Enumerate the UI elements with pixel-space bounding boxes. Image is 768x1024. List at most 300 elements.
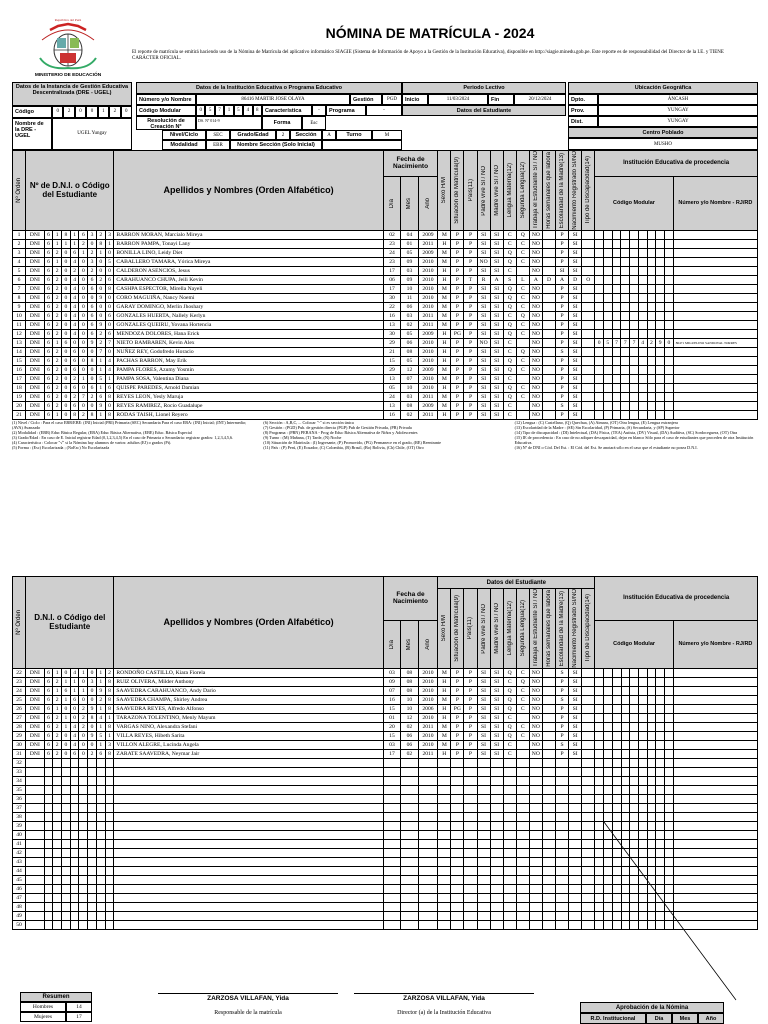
table-cell (401, 857, 418, 866)
col-student-11 (582, 151, 595, 231)
table-cell (114, 866, 383, 875)
table-cell (582, 857, 595, 866)
dni-digit: 1 (79, 248, 88, 257)
student-attr: P (451, 230, 464, 239)
student-attr: SI (490, 257, 503, 266)
dni-digit: 1 (53, 410, 62, 419)
table-cell (630, 911, 639, 920)
dni-digit: 2 (53, 248, 62, 257)
student-attr: P (451, 356, 464, 365)
student-attr: Q (503, 284, 516, 293)
table-cell (638, 902, 647, 911)
dni-digit: 0 (79, 401, 88, 410)
table-cell (438, 767, 451, 776)
row-number: 4 (13, 257, 26, 266)
table-cell (656, 830, 665, 839)
table-cell (451, 821, 464, 830)
table-cell (516, 830, 529, 839)
table-cell (503, 776, 516, 785)
row-number: 38 (13, 812, 26, 821)
proc-codmod-digit (647, 248, 656, 257)
table-cell (477, 794, 490, 803)
proc-codmod-digit (595, 365, 604, 374)
table-cell (464, 848, 477, 857)
table-cell (612, 893, 621, 902)
table-row (13, 794, 758, 803)
table-cell (418, 776, 438, 785)
proc-codmod-digit (630, 248, 639, 257)
table-cell (438, 803, 451, 812)
doc-type: DNI (26, 686, 45, 695)
table-cell (542, 821, 555, 830)
dni-digit: 9 (96, 686, 105, 695)
proc-codmod-digit (604, 704, 613, 713)
proc-codmod-digit (656, 713, 665, 722)
student-attr: NO (529, 257, 542, 266)
birth-year: 2010 (418, 668, 438, 677)
table-cell (383, 812, 400, 821)
page-title: NÓMINA DE MATRÍCULA - 2024 (325, 25, 535, 41)
student-attr: P (556, 311, 569, 320)
student-name: NUÑEZ REY, Godofredo Horacio (114, 347, 383, 356)
table-cell (569, 875, 582, 884)
student-attr (582, 239, 595, 248)
table-cell (555, 767, 568, 776)
proc-codmod-digit (612, 686, 621, 695)
col-fecha (383, 577, 438, 621)
row-number: 15 (13, 356, 26, 365)
birth-month: 04 (401, 230, 418, 239)
table-cell (401, 785, 418, 794)
table-cell (96, 920, 105, 929)
col-estudiante-label: Datos del Estudiante (486, 579, 546, 586)
student-attr: C (503, 374, 516, 383)
dni-digit: 2 (79, 713, 88, 722)
table-cell (438, 758, 451, 767)
dni-digit: 0 (70, 338, 79, 347)
proc-codmod-digit (630, 239, 639, 248)
table-cell (582, 893, 595, 902)
birth-month: 12 (401, 713, 418, 722)
table-cell (542, 911, 555, 920)
table-cell (44, 794, 53, 803)
student-attr (542, 320, 555, 329)
student-attr: P (556, 365, 569, 374)
row-number: 49 (13, 911, 26, 920)
table-cell (26, 902, 45, 911)
table-cell (555, 785, 568, 794)
table-cell (383, 848, 400, 857)
digit-cell: 0 (86, 106, 97, 118)
row-number: 20 (13, 401, 26, 410)
student-attr: C (516, 356, 529, 365)
table-row (13, 686, 758, 695)
table-cell (595, 902, 604, 911)
signature-director (354, 992, 534, 1016)
student-attr: P (451, 410, 464, 419)
student-attr: Q (503, 704, 516, 713)
proc-codmod-digit (604, 677, 613, 686)
table-cell (595, 911, 604, 920)
table-cell (44, 758, 53, 767)
student-name: PAMPA SOSA, Valentina Diana (114, 374, 383, 383)
table-cell (673, 803, 757, 812)
table-cell (26, 776, 45, 785)
table-cell (79, 884, 88, 893)
student-attr: SI (569, 704, 582, 713)
table-cell (438, 794, 451, 803)
student-attr: P (464, 338, 477, 347)
table-cell (105, 821, 114, 830)
table-cell (26, 830, 45, 839)
student-attr: S (556, 401, 569, 410)
table-cell (638, 767, 647, 776)
row-number: 19 (13, 392, 26, 401)
proc-codmod-digit (638, 401, 647, 410)
table-cell (656, 839, 665, 848)
table-cell (595, 758, 604, 767)
row-number: 31 (13, 749, 26, 758)
student-attr (542, 722, 555, 731)
student-attr: P (464, 356, 477, 365)
proc-codmod-digit: 9 (656, 338, 665, 347)
student-attr (582, 731, 595, 740)
birth-day: 03 (383, 668, 400, 677)
birth-day: 24 (383, 392, 400, 401)
proc-codmod-digit: 7 (612, 338, 621, 347)
table-cell (438, 812, 451, 821)
student-attr: A (556, 275, 569, 284)
table-cell (569, 866, 582, 875)
table-cell (490, 893, 503, 902)
table-cell (438, 866, 451, 875)
student-attr (542, 695, 555, 704)
student-attr: SI (490, 695, 503, 704)
proc-codmod-digit (656, 329, 665, 338)
table-cell (451, 785, 464, 794)
table-cell (656, 758, 665, 767)
student-attr: C (516, 695, 529, 704)
dni-digit: 5 (96, 731, 105, 740)
table-cell (490, 821, 503, 830)
table-cell (464, 839, 477, 848)
table-cell (451, 857, 464, 866)
proc-codmod-digit (603, 239, 612, 248)
proc-codmod-digit (621, 686, 630, 695)
dni-digit: 2 (53, 356, 62, 365)
table-cell (490, 902, 503, 911)
dni-digit: 0 (88, 374, 97, 383)
student-attr: SI (490, 302, 503, 311)
birth-year: 2009 (418, 230, 438, 239)
birth-day: 29 (383, 365, 400, 374)
table-cell (70, 884, 79, 893)
student-attr: P (451, 695, 464, 704)
table-cell (418, 758, 438, 767)
birth-year: 2010 (418, 713, 438, 722)
dni-digit: 1 (70, 677, 79, 686)
table-cell (673, 893, 757, 902)
dni-digit: 0 (62, 374, 71, 383)
student-attr: P (451, 749, 464, 758)
table-cell (26, 767, 45, 776)
dni-digit: 9 (96, 293, 105, 302)
proc-codmod-digit (630, 686, 639, 695)
col-student-6-label: Segunda Lengua(12) (519, 162, 526, 219)
table-cell (70, 785, 79, 794)
signer1-name: ZARZOSA VILLAFAN, Yida (207, 995, 289, 1002)
student-attr: P (464, 293, 477, 302)
doc-type: DNI (26, 329, 45, 338)
proc-name (673, 677, 757, 686)
student-attr: SI (477, 401, 490, 410)
dni-digit: 5 (96, 374, 105, 383)
col-anio (418, 620, 438, 668)
birth-day: 15 (383, 356, 400, 365)
dni-digit: 2 (53, 293, 62, 302)
table-cell (647, 767, 656, 776)
row-number: 29 (13, 731, 26, 740)
table-cell (516, 920, 529, 929)
student-attr: P (451, 239, 464, 248)
proc-codmod-digit (638, 248, 647, 257)
table-cell (673, 785, 757, 794)
table-cell (595, 794, 604, 803)
student-attr: Q (503, 383, 516, 392)
student-attr: SI (569, 383, 582, 392)
dni-digit: 2 (53, 347, 62, 356)
table-cell (53, 830, 62, 839)
table-cell (53, 866, 62, 875)
table-cell (490, 875, 503, 884)
proc-codmod-digit (656, 356, 665, 365)
table-cell (621, 902, 630, 911)
table-cell (621, 911, 630, 920)
table-cell (542, 866, 555, 875)
student-attr: Q (503, 695, 516, 704)
proc-codmod-digit (665, 239, 674, 248)
student-attr (542, 239, 555, 248)
student-attr: NO (529, 686, 542, 695)
dni-digit: 0 (62, 329, 71, 338)
table-cell (114, 839, 383, 848)
dni-digit: 1 (105, 731, 114, 740)
student-attr: Q (503, 302, 516, 311)
student-attr: SI (569, 686, 582, 695)
student-attr: P (556, 410, 569, 419)
student-attr: P (555, 731, 568, 740)
student-attr: P (555, 722, 568, 731)
table-row (13, 749, 758, 758)
table-cell (53, 884, 62, 893)
digit-cell: 0 (121, 106, 132, 118)
table-cell (604, 785, 613, 794)
table-cell (529, 848, 542, 857)
birth-month: 02 (401, 410, 418, 419)
proc-codmod-digit (656, 284, 665, 293)
info-block (12, 82, 758, 150)
student-attr: C (516, 392, 529, 401)
table-cell (62, 911, 71, 920)
table-cell (595, 848, 604, 857)
dni-digit: 0 (88, 740, 97, 749)
table-cell (62, 893, 71, 902)
student-attr: P (464, 740, 477, 749)
table-cell (79, 866, 88, 875)
proc-codmod-digit (612, 365, 621, 374)
proc-codmod-digit (638, 731, 647, 740)
dni-digit: 8 (105, 749, 114, 758)
dni-digit: 2 (96, 695, 105, 704)
student-attr: M (438, 311, 451, 320)
dni-digit: 2 (96, 338, 105, 347)
table-cell (542, 920, 555, 929)
table-cell (582, 911, 595, 920)
table-cell (516, 902, 529, 911)
dni-digit: 8 (105, 695, 114, 704)
student-attr: NO (529, 749, 542, 758)
dni-digit: 0 (62, 704, 71, 713)
table-cell (26, 884, 45, 893)
proc-codmod-digit (595, 302, 604, 311)
col-proc-codmod (595, 620, 673, 668)
student-attr: P (556, 383, 569, 392)
table-cell (105, 830, 114, 839)
table-cell (638, 911, 647, 920)
birth-month: 08 (401, 401, 418, 410)
student-attr: SI (490, 740, 503, 749)
proc-codmod-digit (612, 230, 621, 239)
table-row (13, 740, 758, 749)
proc-name (673, 410, 757, 419)
student-attr: P (464, 257, 477, 266)
table-cell (451, 902, 464, 911)
proc-codmod-digit (665, 347, 674, 356)
row-number: 1 (13, 230, 26, 239)
dni-digit: 6 (44, 410, 53, 419)
row-number: 3 (13, 248, 26, 257)
student-attr: P (464, 383, 477, 392)
table-cell (88, 875, 97, 884)
table-cell (62, 866, 71, 875)
table-cell (621, 776, 630, 785)
ubicacion-prov-label: Prov. (568, 105, 598, 116)
table-cell (53, 902, 62, 911)
student-attr: P (556, 230, 569, 239)
table-cell (569, 758, 582, 767)
proc-codmod-digit (612, 302, 621, 311)
dni-digit: 0 (79, 731, 88, 740)
table-cell (490, 884, 503, 893)
table-cell (451, 875, 464, 884)
student-attr: SI (477, 713, 490, 722)
dni-digit: 6 (88, 383, 97, 392)
dni-digit: 0 (105, 248, 114, 257)
proc-codmod-digit (656, 401, 665, 410)
dni-digit: 0 (105, 347, 114, 356)
student-name: VARGAS NINO, Alexandra Stefani (114, 722, 383, 731)
table-cell (503, 821, 516, 830)
proc-codmod-digit (595, 374, 604, 383)
dni-digit: 6 (44, 668, 53, 677)
dni-digit: 6 (96, 749, 105, 758)
dni-digit: 0 (62, 365, 71, 374)
dni-digit: 0 (105, 401, 114, 410)
table-cell (612, 785, 621, 794)
table-cell (438, 884, 451, 893)
dni-digit: 6 (105, 311, 114, 320)
table-row (13, 338, 758, 347)
dni-digit: 0 (88, 686, 97, 695)
table-cell (62, 857, 71, 866)
dni-digit: 6 (70, 401, 79, 410)
dni-digit: 6 (62, 338, 71, 347)
proc-codmod-digit (638, 704, 647, 713)
col-dni-label: D.N.I. o Código del Estudiante (34, 613, 106, 632)
note-item: (5) Forma : (Esc) Escolarizada ; (NoEsc) No Escolarizada (12, 445, 110, 450)
student-name: SAAVEDRA REYES, Alfredo Alfonso (114, 704, 383, 713)
student-name: CALDERON ASENCIOS, Jesus (114, 266, 383, 275)
col-dni (26, 577, 114, 669)
row-number: 18 (13, 383, 26, 392)
proc-codmod-digit (665, 677, 674, 686)
student-attr (582, 740, 595, 749)
proc-name (673, 704, 757, 713)
student-attr (582, 704, 595, 713)
birth-month: 08 (401, 668, 418, 677)
student-attr: SI (490, 383, 503, 392)
birth-month: 10 (401, 284, 418, 293)
table-cell (569, 920, 582, 929)
proc-codmod-digit (621, 401, 630, 410)
student-attr: SI (477, 266, 490, 275)
table-cell (612, 848, 621, 857)
table-cell (604, 857, 613, 866)
proc-codmod-digit (638, 293, 647, 302)
student-attr (582, 713, 595, 722)
student-attr: SI (490, 338, 503, 347)
proc-codmod-digit (656, 695, 665, 704)
student-attr (542, 266, 555, 275)
proc-name (673, 686, 757, 695)
student-attr: SI (490, 293, 503, 302)
table-row (13, 266, 758, 275)
table-cell (477, 902, 490, 911)
table-cell (477, 803, 490, 812)
intro-text: El reporte de matrícula se emitirá haciendo uso de la Nómina de Matrícula del aplicativo informático SIAGIE (Sistema de Información de Apoyo a la Gestión de la Institución Educativa), disponible en http://siagie.minedu.gob.pe. Este reporte es de responsabilidad del Director de la I.E. y TIENE CARÁCTER OFICIAL. (132, 50, 724, 61)
student-attr: C (516, 320, 529, 329)
student-attr: P (556, 329, 569, 338)
ie-nivel-label-cell (162, 130, 206, 140)
table-cell (451, 848, 464, 857)
student-attr: SI (477, 311, 490, 320)
student-attr: NO (529, 374, 542, 383)
table-cell (516, 794, 529, 803)
note-item: (14) Tipo de discapacidad : (DI) Intelectual, (DA) Física, (TEA) Autista, (DV) Visual, (DA) Auditiva, (SC) Sordoceguera, (OT) Otra (514, 430, 738, 435)
student-attr: C (516, 329, 529, 338)
proc-codmod-digit (603, 257, 612, 266)
student-attr: A (490, 275, 503, 284)
table-cell (647, 884, 656, 893)
table-cell (673, 920, 757, 929)
student-attr: P (556, 356, 569, 365)
birth-day: 16 (383, 311, 400, 320)
student-attr: D (542, 275, 555, 284)
digit-cell: 0 (196, 105, 205, 116)
birth-month: 03 (401, 266, 418, 275)
col-nombres-label: Apellidos y Nombres (Orden Alfabético) (163, 617, 334, 628)
table-cell (26, 848, 45, 857)
